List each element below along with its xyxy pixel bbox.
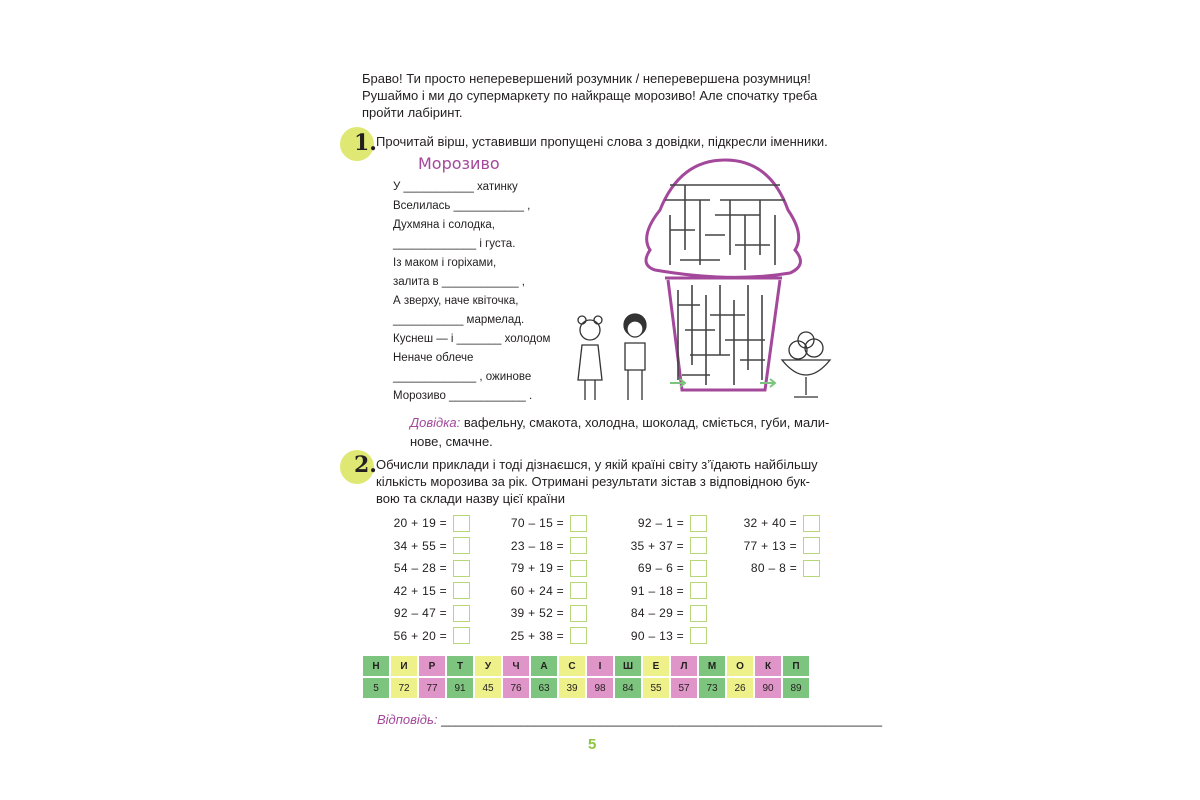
code-number-cell: 26: [727, 678, 753, 698]
example-row: [492, 512, 587, 535]
answer-box[interactable]: [453, 537, 470, 554]
task-2-line-1: Обчисли приклади і тоді дізнаєшся, у якій країні світу з’їдають найбільшу: [376, 457, 818, 472]
poem-line: залита в ____________ ,: [393, 276, 525, 288]
example-expression: 20 + 19 =: [393, 516, 447, 531]
answer-box[interactable]: [453, 605, 470, 622]
answer-blank[interactable]: _____________________________________________________________: [441, 712, 883, 727]
task-1-number: 1.: [354, 130, 377, 156]
example-expression: 79 + 19 =: [510, 561, 564, 576]
poem-line: Морозиво ____________ .: [393, 390, 533, 402]
example-expression: 90 – 13 =: [630, 628, 684, 643]
example-row: [375, 535, 470, 558]
poem-line: А зверху, наче квіточка,: [393, 295, 519, 307]
code-number-cell: 72: [391, 678, 417, 698]
answer-box[interactable]: [570, 605, 587, 622]
examples-column-4: [725, 512, 820, 580]
answer-box[interactable]: [690, 537, 707, 554]
answer-box[interactable]: [803, 560, 820, 577]
code-letter-cell: Е: [643, 656, 669, 676]
answer-box[interactable]: [453, 627, 470, 644]
example-expression: 25 + 38 =: [510, 628, 564, 643]
poem-title: Морозиво: [418, 154, 500, 173]
intro-line-2: Рушаймо і ми до супермаркету по найкраще морозиво! Але спочатку треба: [362, 88, 818, 103]
example-expression: 92 – 1 =: [637, 516, 684, 531]
example-row: [492, 625, 587, 648]
example-expression: 56 + 20 =: [393, 628, 447, 643]
intro-line-3: пройти лабіринт.: [362, 105, 463, 120]
code-letter-cell: А: [531, 656, 557, 676]
example-row: [612, 557, 707, 580]
example-expression: 92 – 47 =: [393, 606, 447, 621]
example-row: [612, 625, 707, 648]
code-letter-cell: Л: [671, 656, 697, 676]
examples-column-1: [375, 512, 470, 647]
intro-paragraph: [362, 70, 842, 121]
answer-box[interactable]: [690, 627, 707, 644]
maze-illustration: [570, 155, 840, 410]
poem: [393, 178, 550, 406]
answer-box[interactable]: [690, 582, 707, 599]
code-number-cell: 73: [699, 678, 725, 698]
answer-box[interactable]: [690, 605, 707, 622]
code-letter-cell: Н: [363, 656, 389, 676]
poem-line: Куснеш — і _______ холодом: [393, 333, 551, 345]
example-row: [725, 512, 820, 535]
poem-line: Неначе облече: [393, 352, 474, 364]
poem-line: Вселилась ___________ ,: [393, 200, 531, 212]
page-number: 5: [588, 736, 597, 753]
answer-box[interactable]: [453, 515, 470, 532]
answer-box[interactable]: [570, 537, 587, 554]
example-row: [492, 535, 587, 558]
code-letter-cell: Р: [419, 656, 445, 676]
code-table: [361, 654, 811, 700]
code-number-cell: 91: [447, 678, 473, 698]
example-expression: 32 + 40 =: [743, 516, 797, 531]
example-row: [612, 535, 707, 558]
code-letter-cell: І: [587, 656, 613, 676]
answer-box[interactable]: [690, 560, 707, 577]
task-1-instruction: Прочитай вірш, уставивши пропущені слова з довідки, підкресли іменники.: [376, 134, 828, 149]
example-row: [612, 512, 707, 535]
maze-walls: [665, 185, 785, 385]
example-expression: 39 + 52 =: [510, 606, 564, 621]
maze-cone-outline: [668, 280, 780, 390]
poem-line: У ___________ хатинку: [393, 181, 518, 193]
code-number-cell: 76: [503, 678, 529, 698]
code-letter-cell: О: [727, 656, 753, 676]
hint-words: вафельну, смакота, холодна, шоколад, сміється, губи, мали-: [463, 415, 830, 430]
example-expression: 77 + 13 =: [743, 538, 797, 553]
code-number-cell: 89: [783, 678, 809, 698]
answer-line[interactable]: [377, 712, 882, 727]
example-row: [375, 625, 470, 648]
answer-box[interactable]: [453, 582, 470, 599]
code-letter-cell: И: [391, 656, 417, 676]
example-expression: 84 – 29 =: [630, 606, 684, 621]
code-number-cell: 84: [615, 678, 641, 698]
code-number-cell: 77: [419, 678, 445, 698]
example-row: [612, 602, 707, 625]
hint-words-cont: нове, смачне.: [410, 434, 493, 449]
poem-line: _____________ і густа.: [393, 238, 516, 250]
example-expression: 42 + 15 =: [393, 583, 447, 598]
example-expression: 35 + 37 =: [630, 538, 684, 553]
code-numbers-row: [363, 678, 809, 698]
example-expression: 34 + 55 =: [393, 538, 447, 553]
code-number-cell: 39: [559, 678, 585, 698]
code-number-cell: 55: [643, 678, 669, 698]
intro-line-1: Браво! Ти просто неперевершений розумник / неперевершена розумниця!: [362, 71, 811, 86]
code-letter-cell: Ч: [503, 656, 529, 676]
poem-line: Із маком і горіхами,: [393, 257, 497, 269]
answer-label: Відповідь:: [377, 712, 438, 727]
code-letter-cell: У: [475, 656, 501, 676]
task-2-instruction: [376, 456, 836, 507]
maze-scoop-outline: [646, 160, 800, 277]
example-row: [725, 557, 820, 580]
code-letter-cell: С: [559, 656, 585, 676]
task-2-line-2: кількість морозива за рік. Отримані результати зістав з відповідною бук-: [376, 474, 810, 489]
code-letter-cell: Т: [447, 656, 473, 676]
code-number-cell: 98: [587, 678, 613, 698]
sundae-illustration: [782, 332, 830, 397]
poem-line: Духмяна і солодка,: [393, 219, 495, 231]
code-number-cell: 5: [363, 678, 389, 698]
example-row: [492, 557, 587, 580]
example-row: [375, 580, 470, 603]
code-number-cell: 45: [475, 678, 501, 698]
example-expression: 69 – 6 =: [637, 561, 684, 576]
answer-box[interactable]: [803, 515, 820, 532]
example-row: [375, 512, 470, 535]
code-number-cell: 63: [531, 678, 557, 698]
code-letter-cell: М: [699, 656, 725, 676]
task-2-line-3: вою та склади назву цієї країни: [376, 491, 565, 506]
example-expression: 80 – 8 =: [750, 561, 797, 576]
example-row: [375, 602, 470, 625]
answer-box[interactable]: [570, 515, 587, 532]
code-letters-row: [363, 656, 809, 676]
example-row: [725, 535, 820, 558]
hint-label: Довідка:: [410, 415, 461, 430]
code-number-cell: 57: [671, 678, 697, 698]
example-expression: 91 – 18 =: [630, 583, 684, 598]
answer-box[interactable]: [690, 515, 707, 532]
poem-line: ___________ мармелад.: [393, 314, 525, 326]
task-2-number: 2.: [354, 452, 377, 478]
answer-box[interactable]: [570, 627, 587, 644]
code-letter-cell: П: [783, 656, 809, 676]
hint-block: [410, 413, 830, 451]
example-row: [492, 580, 587, 603]
poem-line: _____________ , ожинове: [393, 371, 532, 383]
answer-box[interactable]: [453, 560, 470, 577]
answer-box[interactable]: [803, 537, 820, 554]
examples-column-3: [612, 512, 707, 647]
example-expression: 60 + 24 =: [510, 583, 564, 598]
maze-entry-arrow: [670, 379, 685, 387]
example-expression: 54 – 28 =: [393, 561, 447, 576]
example-expression: 23 – 18 =: [510, 538, 564, 553]
code-letter-cell: Ш: [615, 656, 641, 676]
answer-box[interactable]: [570, 582, 587, 599]
code-letter-cell: К: [755, 656, 781, 676]
answer-box[interactable]: [570, 560, 587, 577]
example-expression: 70 – 15 =: [510, 516, 564, 531]
example-row: [375, 557, 470, 580]
examples-column-2: [492, 512, 587, 647]
children-illustration: [578, 314, 646, 400]
example-row: [612, 580, 707, 603]
example-row: [492, 602, 587, 625]
code-number-cell: 90: [755, 678, 781, 698]
